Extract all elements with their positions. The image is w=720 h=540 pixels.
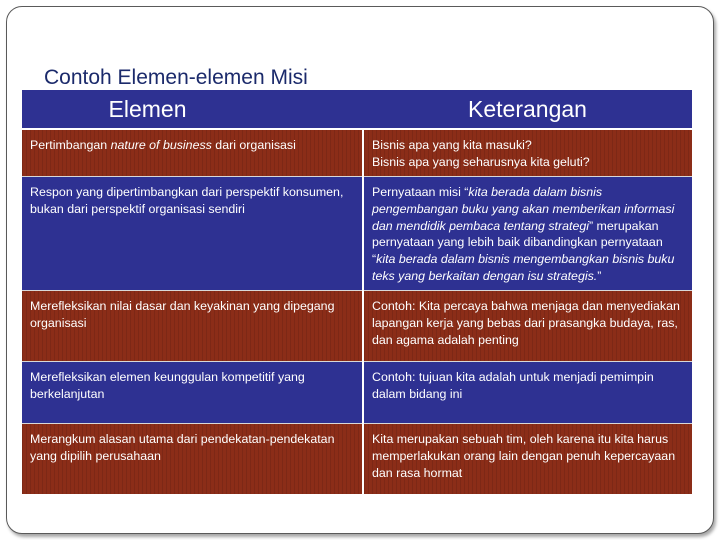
elemen-cell: Pertimbangan nature of business dari organisasi <box>22 129 363 177</box>
elemen-cell: Respon yang dipertimbangkan dari perspektif konsumen, bukan dari perspektif organisasi sendiri <box>22 177 363 291</box>
table-row <box>22 129 692 177</box>
header-keterangan: Keterangan <box>363 90 692 129</box>
table-header-row <box>22 90 692 129</box>
mission-elements-table <box>22 90 692 494</box>
table-row <box>22 362 692 424</box>
keterangan-cell: Pernyataan misi “kita berada dalam bisnis pengembangan buku yang akan memberikan informasi dan mendidik pembaca tentang strategi” merupakan pernyataan yang lebih baik dibandingkan pernyataan “kita berada dalam bisnis mengembangkan bisnis buku teks yang berkaitan dengan isu strategis.” <box>363 177 692 291</box>
elemen-cell: Merefleksikan elemen keunggulan kompetitif yang berkelanjutan <box>22 362 363 424</box>
table-row <box>22 177 692 291</box>
keterangan-cell: Kita merupakan sebuah tim, oleh karena itu kita harus memperlakukan orang lain dengan penuh kepercayaan dan rasa hormat <box>363 424 692 495</box>
table-row <box>22 424 692 495</box>
keterangan-cell: Bisnis apa yang kita masuki? Bisnis apa yang seharusnya kita geluti? <box>363 129 692 177</box>
table-row <box>22 291 692 362</box>
keterangan-cell: Contoh: Kita percaya bahwa menjaga dan menyediakan lapangan kerja yang bebas dari prasangka budaya, ras, dan agama adalah penting <box>363 291 692 362</box>
slide-title: Contoh Elemen-elemen Misi <box>44 66 308 89</box>
elemen-cell: Merangkum alasan utama dari pendekatan-pendekatan yang dipilih perusahaan <box>22 424 363 495</box>
keterangan-cell: Contoh: tujuan kita adalah untuk menjadi pemimpin dalam bidang ini <box>363 362 692 424</box>
elemen-cell: Merefleksikan nilai dasar dan keyakinan yang dipegang organisasi <box>22 291 363 362</box>
header-elemen: Elemen <box>22 90 363 129</box>
